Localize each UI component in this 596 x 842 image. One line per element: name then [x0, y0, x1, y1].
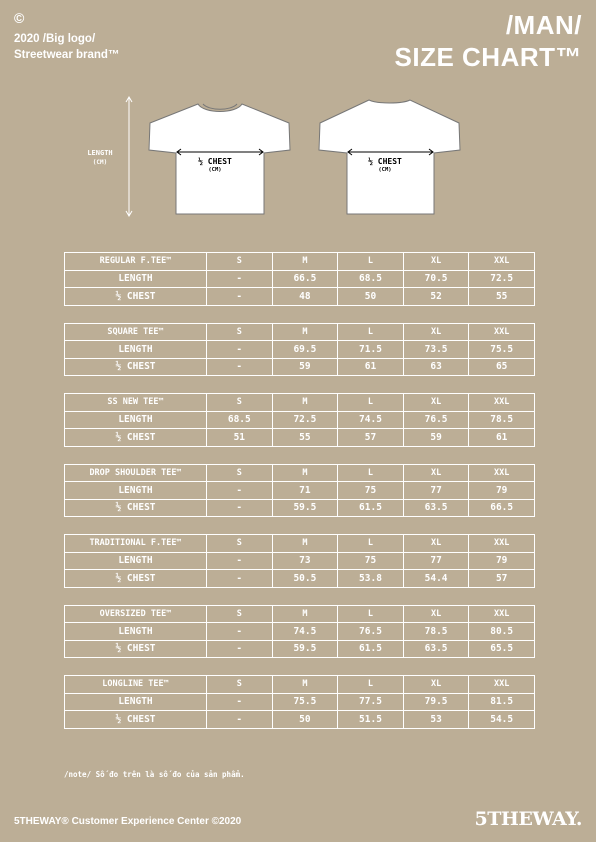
row-label: LENGTH: [65, 623, 207, 641]
size-header-cell: L: [338, 605, 404, 623]
size-tables: [64, 252, 535, 746]
value-cell: 76.5: [338, 623, 404, 641]
size-header-cell: M: [272, 253, 338, 271]
value-cell: -: [207, 341, 273, 359]
value-cell: 78.5: [469, 411, 535, 429]
product-name: TRADITIONAL F.TEE™: [65, 535, 207, 553]
table-row: [65, 499, 535, 517]
size-header-cell: S: [207, 394, 273, 412]
chest-unit: (CM): [208, 167, 222, 173]
product-name: SQUARE TEE™: [65, 323, 207, 341]
size-header-cell: L: [338, 464, 404, 482]
value-cell: 77.5: [338, 693, 404, 711]
table-row: [65, 570, 535, 588]
size-header-cell: XL: [403, 394, 469, 412]
chest-unit: (CM): [378, 167, 392, 173]
value-cell: 61: [469, 429, 535, 447]
row-label: LENGTH: [65, 693, 207, 711]
table-header-row: [65, 253, 535, 271]
value-cell: 53.8: [338, 570, 404, 588]
row-label: ½ CHEST: [65, 288, 207, 306]
value-cell: 55: [272, 429, 338, 447]
value-cell: -: [207, 552, 273, 570]
value-cell: 71.5: [338, 341, 404, 359]
table-header-row: [65, 323, 535, 341]
value-cell: 61.5: [338, 640, 404, 658]
footer-text: 5THEWAY® Customer Experience Center ©2020: [14, 816, 242, 827]
value-cell: 75.5: [272, 693, 338, 711]
brand-line-2: Streetwear brand™: [14, 49, 120, 61]
value-cell: 78.5: [403, 623, 469, 641]
value-cell: 70.5: [403, 270, 469, 288]
size-table: [64, 464, 535, 518]
size-header-cell: XL: [403, 253, 469, 271]
value-cell: 79: [469, 482, 535, 500]
value-cell: 50.5: [272, 570, 338, 588]
size-header-cell: M: [272, 394, 338, 412]
value-cell: 53: [403, 711, 469, 729]
value-cell: 73: [272, 552, 338, 570]
value-cell: -: [207, 288, 273, 306]
table-row: [65, 429, 535, 447]
value-cell: 57: [469, 570, 535, 588]
value-cell: 72.5: [469, 270, 535, 288]
row-label: LENGTH: [65, 270, 207, 288]
value-cell: 61: [338, 358, 404, 376]
value-cell: -: [207, 570, 273, 588]
size-header-cell: XL: [403, 676, 469, 694]
tshirt-illustration: [0, 0, 596, 230]
length-label-text: LENGTH: [87, 149, 113, 157]
size-header-cell: M: [272, 464, 338, 482]
size-header-cell: S: [207, 464, 273, 482]
size-table: [64, 323, 535, 377]
value-cell: -: [207, 499, 273, 517]
row-label: ½ CHEST: [65, 711, 207, 729]
row-label: ½ CHEST: [65, 429, 207, 447]
product-name: LONGLINE TEE™: [65, 676, 207, 694]
product-name: SS NEW TEE™: [65, 394, 207, 412]
row-label: ½ CHEST: [65, 570, 207, 588]
value-cell: 51: [207, 429, 273, 447]
value-cell: 68.5: [338, 270, 404, 288]
value-cell: 74.5: [272, 623, 338, 641]
size-header-cell: L: [338, 323, 404, 341]
value-cell: 50: [338, 288, 404, 306]
table-row: [65, 623, 535, 641]
value-cell: 75.5: [469, 341, 535, 359]
value-cell: 79.5: [403, 693, 469, 711]
length-unit: (CM): [92, 159, 108, 166]
value-cell: 63.5: [403, 640, 469, 658]
table-row: [65, 640, 535, 658]
brand-line-1: 2020 /Big logo/: [14, 33, 96, 45]
value-cell: 65: [469, 358, 535, 376]
product-name: DROP SHOULDER TEE™: [65, 464, 207, 482]
row-label: ½ CHEST: [65, 358, 207, 376]
value-cell: 73.5: [403, 341, 469, 359]
value-cell: 75: [338, 552, 404, 570]
title-line-1: /MAN/: [505, 10, 582, 40]
value-cell: 80.5: [469, 623, 535, 641]
table-header-row: [65, 605, 535, 623]
value-cell: 69.5: [272, 341, 338, 359]
brand-logo: 5THEWAY.: [474, 808, 582, 830]
value-cell: 66.5: [272, 270, 338, 288]
value-cell: 61.5: [338, 499, 404, 517]
size-header-cell: XL: [403, 605, 469, 623]
table-row: [65, 358, 535, 376]
product-name: OVERSIZED TEE™: [65, 605, 207, 623]
size-header-cell: L: [338, 253, 404, 271]
value-cell: -: [207, 623, 273, 641]
row-label: LENGTH: [65, 482, 207, 500]
chest-label-text: ½ CHEST: [198, 157, 232, 166]
size-header-cell: S: [207, 676, 273, 694]
value-cell: 48: [272, 288, 338, 306]
title-line-2: SIZE CHART™: [394, 42, 582, 72]
value-cell: 65.5: [469, 640, 535, 658]
table-row: [65, 270, 535, 288]
size-header-cell: XXL: [469, 394, 535, 412]
size-header-cell: L: [338, 676, 404, 694]
value-cell: 68.5: [207, 411, 273, 429]
table-row: [65, 711, 535, 729]
value-cell: 50: [272, 711, 338, 729]
size-header-cell: S: [207, 535, 273, 553]
size-header-cell: XL: [403, 464, 469, 482]
value-cell: 66.5: [469, 499, 535, 517]
value-cell: 54.5: [469, 711, 535, 729]
size-header-cell: L: [338, 535, 404, 553]
size-header-cell: M: [272, 676, 338, 694]
row-label: LENGTH: [65, 341, 207, 359]
copyright-symbol: ©: [14, 10, 25, 26]
size-table: [64, 605, 535, 659]
chest-label-text: ½ CHEST: [368, 157, 402, 166]
size-header-cell: M: [272, 535, 338, 553]
size-header-cell: XXL: [469, 605, 535, 623]
value-cell: 72.5: [272, 411, 338, 429]
value-cell: -: [207, 693, 273, 711]
size-header-cell: M: [272, 605, 338, 623]
value-cell: -: [207, 640, 273, 658]
tshirt-front-collar: [203, 104, 237, 109]
note: /note/ Số đo trên là số đo của sản phẩm.: [64, 770, 245, 779]
value-cell: 77: [403, 482, 469, 500]
size-header-cell: XL: [403, 323, 469, 341]
table-header-row: [65, 394, 535, 412]
value-cell: 74.5: [338, 411, 404, 429]
value-cell: 59.5: [272, 499, 338, 517]
size-header-cell: XXL: [469, 535, 535, 553]
size-header-cell: XXL: [469, 464, 535, 482]
value-cell: 52: [403, 288, 469, 306]
size-header-cell: XXL: [469, 253, 535, 271]
product-name: REGULAR F.TEE™: [65, 253, 207, 271]
value-cell: 51.5: [338, 711, 404, 729]
row-label: LENGTH: [65, 411, 207, 429]
value-cell: 81.5: [469, 693, 535, 711]
value-cell: 59: [272, 358, 338, 376]
value-cell: 79: [469, 552, 535, 570]
value-cell: -: [207, 270, 273, 288]
table-row: [65, 482, 535, 500]
value-cell: -: [207, 711, 273, 729]
value-cell: 59.5: [272, 640, 338, 658]
chest-label-back: [360, 157, 410, 175]
value-cell: -: [207, 358, 273, 376]
table-header-row: [65, 676, 535, 694]
table-row: [65, 411, 535, 429]
size-table: [64, 675, 535, 729]
table-header-row: [65, 464, 535, 482]
table-row: [65, 341, 535, 359]
size-table: [64, 252, 535, 306]
size-header-cell: S: [207, 253, 273, 271]
value-cell: 63.5: [403, 499, 469, 517]
chest-label-front: [190, 157, 240, 175]
table-row: [65, 288, 535, 306]
size-header-cell: XXL: [469, 323, 535, 341]
value-cell: 76.5: [403, 411, 469, 429]
value-cell: 59: [403, 429, 469, 447]
length-label: [70, 148, 130, 168]
size-header-cell: S: [207, 323, 273, 341]
table-header-row: [65, 535, 535, 553]
table-row: [65, 693, 535, 711]
table-row: [65, 552, 535, 570]
size-header-cell: M: [272, 323, 338, 341]
size-table: [64, 534, 535, 588]
value-cell: 71: [272, 482, 338, 500]
value-cell: 54.4: [403, 570, 469, 588]
row-label: LENGTH: [65, 552, 207, 570]
row-label: ½ CHEST: [65, 499, 207, 517]
value-cell: 77: [403, 552, 469, 570]
value-cell: 63: [403, 358, 469, 376]
size-table: [64, 393, 535, 447]
size-header-cell: S: [207, 605, 273, 623]
value-cell: 57: [338, 429, 404, 447]
value-cell: -: [207, 482, 273, 500]
size-header-cell: XL: [403, 535, 469, 553]
row-label: ½ CHEST: [65, 640, 207, 658]
size-header-cell: XXL: [469, 676, 535, 694]
value-cell: 55: [469, 288, 535, 306]
value-cell: 75: [338, 482, 404, 500]
size-header-cell: L: [338, 394, 404, 412]
